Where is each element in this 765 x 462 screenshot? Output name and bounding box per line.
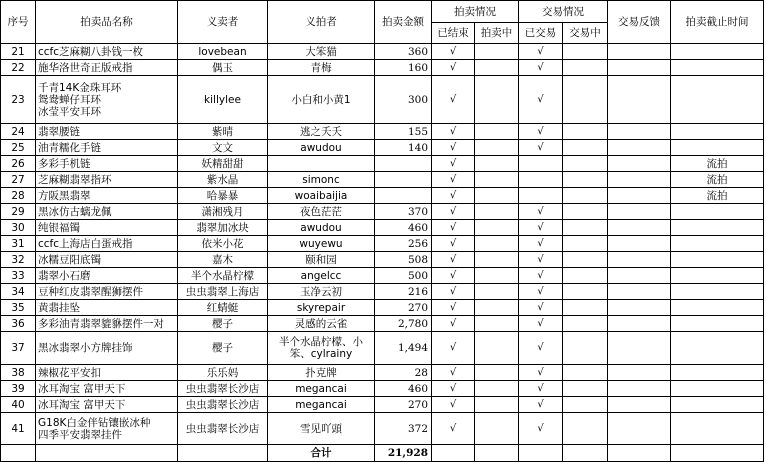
header-in-auction: 拍卖中 bbox=[475, 23, 519, 44]
header-item: 拍卖品名称 bbox=[36, 1, 178, 44]
cell-ended: √ bbox=[432, 413, 475, 445]
table-row bbox=[1, 332, 764, 365]
cell-item: 冰耳淘宝 富甲天下 bbox=[36, 397, 178, 413]
cell-item: 方阪黑翡翠 bbox=[36, 188, 178, 204]
cell-trading bbox=[563, 252, 608, 268]
cell-seller: 虫虫翡翠上海店 bbox=[178, 284, 268, 300]
cell-seq: 39 bbox=[1, 381, 36, 397]
cell-item: 冰糯豆阳底镯 bbox=[36, 252, 178, 268]
header-amount: 拍卖金额 bbox=[375, 1, 432, 44]
cell-ended: √ bbox=[432, 76, 475, 124]
cell-bidder: 灵感的云雀 bbox=[268, 316, 375, 332]
header-seller: 义卖者 bbox=[178, 1, 268, 44]
table-row bbox=[1, 252, 764, 268]
table-row bbox=[1, 365, 764, 381]
cell-amount: 270 bbox=[375, 397, 432, 413]
cell-amount bbox=[375, 188, 432, 204]
cell-feedback bbox=[608, 220, 671, 236]
cell-bidder: awudou bbox=[268, 140, 375, 156]
cell-item: ccfc芝麻糊八卦钱一枚 bbox=[36, 44, 178, 60]
cell-seller: 妖精甜甜 bbox=[178, 156, 268, 172]
cell-ended: √ bbox=[432, 44, 475, 60]
cell-item: 千青14K金珠耳环 鸳鸯蝉仔耳环 冰莹平安耳环 bbox=[36, 76, 178, 124]
cell-in-auction bbox=[475, 124, 519, 140]
cell-deadline bbox=[671, 236, 764, 252]
total-label: 合计 bbox=[268, 445, 375, 462]
cell-item: 辣椒花平安扣 bbox=[36, 365, 178, 381]
total-empty bbox=[36, 445, 178, 462]
cell-ended: √ bbox=[432, 156, 475, 172]
cell-deadline bbox=[671, 204, 764, 220]
cell-bidder: wuyewu bbox=[268, 236, 375, 252]
cell-in-auction bbox=[475, 300, 519, 316]
cell-seq: 41 bbox=[1, 413, 36, 445]
cell-bidder: 小白和小黄1 bbox=[268, 76, 375, 124]
cell-amount: 500 bbox=[375, 268, 432, 284]
cell-seller: 偶玉 bbox=[178, 60, 268, 76]
cell-seq: 29 bbox=[1, 204, 36, 220]
cell-ended: √ bbox=[432, 140, 475, 156]
cell-traded: √ bbox=[519, 60, 563, 76]
cell-ended: √ bbox=[432, 284, 475, 300]
cell-amount: 256 bbox=[375, 236, 432, 252]
cell-traded: √ bbox=[519, 332, 563, 365]
cell-bidder bbox=[268, 156, 375, 172]
table-row bbox=[1, 204, 764, 220]
cell-seller: 依米小花 bbox=[178, 236, 268, 252]
cell-item: G18K白金伴钻镶嵌冰种 四季平安翡翠挂件 bbox=[36, 413, 178, 445]
cell-seq: 33 bbox=[1, 268, 36, 284]
cell-ended: √ bbox=[432, 268, 475, 284]
cell-bidder: 颐和园 bbox=[268, 252, 375, 268]
table-body bbox=[1, 44, 764, 445]
cell-trading bbox=[563, 124, 608, 140]
cell-seller: 樱子 bbox=[178, 316, 268, 332]
cell-trading bbox=[563, 60, 608, 76]
cell-trading bbox=[563, 156, 608, 172]
cell-seq: 25 bbox=[1, 140, 36, 156]
cell-traded bbox=[519, 188, 563, 204]
cell-trading bbox=[563, 204, 608, 220]
header-traded: 已交易 bbox=[519, 23, 563, 44]
header-trading: 交易中 bbox=[563, 23, 608, 44]
table-row bbox=[1, 316, 764, 332]
cell-deadline bbox=[671, 252, 764, 268]
cell-traded: √ bbox=[519, 397, 563, 413]
cell-trading bbox=[563, 188, 608, 204]
cell-in-auction bbox=[475, 204, 519, 220]
cell-item: 施华洛世奇正版戒指 bbox=[36, 60, 178, 76]
cell-traded: √ bbox=[519, 124, 563, 140]
cell-amount: 508 bbox=[375, 252, 432, 268]
cell-ended: √ bbox=[432, 332, 475, 365]
cell-bidder: megancai bbox=[268, 381, 375, 397]
cell-ended: √ bbox=[432, 60, 475, 76]
cell-feedback bbox=[608, 60, 671, 76]
cell-seq: 31 bbox=[1, 236, 36, 252]
cell-amount: 160 bbox=[375, 60, 432, 76]
table-row bbox=[1, 381, 764, 397]
cell-traded: √ bbox=[519, 413, 563, 445]
cell-in-auction bbox=[475, 172, 519, 188]
cell-deadline bbox=[671, 140, 764, 156]
cell-seq: 30 bbox=[1, 220, 36, 236]
cell-trading bbox=[563, 397, 608, 413]
cell-trading bbox=[563, 413, 608, 445]
table-row bbox=[1, 284, 764, 300]
cell-bidder: 半个水晶柠檬、小 笨、cylrainy bbox=[268, 332, 375, 365]
header-feedback: 交易反馈 bbox=[608, 1, 671, 44]
cell-in-auction bbox=[475, 413, 519, 445]
cell-bidder: 玉净云初 bbox=[268, 284, 375, 300]
cell-amount: 300 bbox=[375, 76, 432, 124]
cell-amount bbox=[375, 156, 432, 172]
cell-seq: 40 bbox=[1, 397, 36, 413]
cell-seller: 文文 bbox=[178, 140, 268, 156]
cell-seq: 35 bbox=[1, 300, 36, 316]
cell-trading bbox=[563, 220, 608, 236]
cell-deadline bbox=[671, 124, 764, 140]
cell-traded: √ bbox=[519, 140, 563, 156]
cell-item: 翡翠小石磨 bbox=[36, 268, 178, 284]
cell-deadline bbox=[671, 300, 764, 316]
cell-in-auction bbox=[475, 44, 519, 60]
cell-in-auction bbox=[475, 381, 519, 397]
cell-feedback bbox=[608, 140, 671, 156]
total-empty bbox=[671, 445, 764, 462]
cell-feedback bbox=[608, 188, 671, 204]
cell-traded bbox=[519, 156, 563, 172]
cell-seq: 34 bbox=[1, 284, 36, 300]
cell-bidder: 夜色茫茫 bbox=[268, 204, 375, 220]
cell-ended: √ bbox=[432, 365, 475, 381]
cell-seller: 紫晴 bbox=[178, 124, 268, 140]
cell-bidder: skyrepair bbox=[268, 300, 375, 316]
cell-feedback bbox=[608, 413, 671, 445]
cell-item: 豆种红皮翡翠醒狮摆件 bbox=[36, 284, 178, 300]
cell-amount bbox=[375, 172, 432, 188]
cell-feedback bbox=[608, 252, 671, 268]
cell-trading bbox=[563, 332, 608, 365]
total-empty bbox=[1, 445, 36, 462]
cell-seller: 哈暴暴 bbox=[178, 188, 268, 204]
cell-ended: √ bbox=[432, 381, 475, 397]
cell-in-auction bbox=[475, 188, 519, 204]
cell-feedback bbox=[608, 316, 671, 332]
cell-bidder: 逃之夭夭 bbox=[268, 124, 375, 140]
cell-trading bbox=[563, 236, 608, 252]
cell-traded: √ bbox=[519, 76, 563, 124]
cell-deadline bbox=[671, 316, 764, 332]
cell-feedback bbox=[608, 381, 671, 397]
cell-item: 芝麻糊翡翠指环 bbox=[36, 172, 178, 188]
cell-in-auction bbox=[475, 236, 519, 252]
table-row bbox=[1, 124, 764, 140]
table-row bbox=[1, 60, 764, 76]
cell-seq: 26 bbox=[1, 156, 36, 172]
cell-seq: 28 bbox=[1, 188, 36, 204]
cell-in-auction bbox=[475, 268, 519, 284]
cell-ended: √ bbox=[432, 204, 475, 220]
cell-item: 多彩手机链 bbox=[36, 156, 178, 172]
cell-trading bbox=[563, 316, 608, 332]
cell-seller: 樱子 bbox=[178, 332, 268, 365]
cell-feedback bbox=[608, 365, 671, 381]
cell-bidder: 雪见吖頭 bbox=[268, 413, 375, 445]
cell-item: 多彩油青翡翠貔貅摆件一对 bbox=[36, 316, 178, 332]
cell-amount: 372 bbox=[375, 413, 432, 445]
cell-in-auction bbox=[475, 220, 519, 236]
cell-seq: 22 bbox=[1, 60, 36, 76]
cell-deadline: 流拍 bbox=[671, 156, 764, 172]
cell-traded: √ bbox=[519, 381, 563, 397]
cell-bidder: megancai bbox=[268, 397, 375, 413]
cell-in-auction bbox=[475, 397, 519, 413]
cell-traded: √ bbox=[519, 220, 563, 236]
cell-deadline bbox=[671, 284, 764, 300]
cell-bidder: 大笨猫 bbox=[268, 44, 375, 60]
cell-amount: 360 bbox=[375, 44, 432, 60]
cell-feedback bbox=[608, 204, 671, 220]
table-row bbox=[1, 268, 764, 284]
cell-trading bbox=[563, 268, 608, 284]
cell-in-auction bbox=[475, 76, 519, 124]
cell-feedback bbox=[608, 268, 671, 284]
cell-bidder: 青梅 bbox=[268, 60, 375, 76]
cell-deadline bbox=[671, 60, 764, 76]
cell-seq: 24 bbox=[1, 124, 36, 140]
cell-feedback bbox=[608, 124, 671, 140]
cell-traded: √ bbox=[519, 44, 563, 60]
cell-item: 黑冰翡翠小方牌挂饰 bbox=[36, 332, 178, 365]
cell-ended: √ bbox=[432, 172, 475, 188]
cell-seq: 38 bbox=[1, 365, 36, 381]
cell-deadline: 流拍 bbox=[671, 188, 764, 204]
table-row bbox=[1, 188, 764, 204]
cell-seq: 21 bbox=[1, 44, 36, 60]
table-row bbox=[1, 300, 764, 316]
cell-ended: √ bbox=[432, 300, 475, 316]
cell-trading bbox=[563, 381, 608, 397]
cell-seller: 紫水晶 bbox=[178, 172, 268, 188]
cell-traded: √ bbox=[519, 268, 563, 284]
cell-trading bbox=[563, 44, 608, 60]
cell-bidder: 扑克牌 bbox=[268, 365, 375, 381]
cell-bidder: simonc bbox=[268, 172, 375, 188]
cell-bidder: woaibaijia bbox=[268, 188, 375, 204]
cell-seller: 半个水晶柠檬 bbox=[178, 268, 268, 284]
header-bidder: 义拍者 bbox=[268, 1, 375, 44]
cell-in-auction bbox=[475, 140, 519, 156]
cell-item: 冰耳淘宝 富甲天下 bbox=[36, 381, 178, 397]
cell-deadline bbox=[671, 268, 764, 284]
header-trade-status: 交易情况 bbox=[519, 1, 608, 23]
cell-amount: 155 bbox=[375, 124, 432, 140]
cell-feedback bbox=[608, 397, 671, 413]
cell-item: ccfc上海店白蛋戒指 bbox=[36, 236, 178, 252]
cell-deadline bbox=[671, 365, 764, 381]
cell-deadline: 流拍 bbox=[671, 172, 764, 188]
cell-ended: √ bbox=[432, 220, 475, 236]
cell-deadline bbox=[671, 381, 764, 397]
cell-traded: √ bbox=[519, 204, 563, 220]
total-empty bbox=[563, 445, 608, 462]
cell-trading bbox=[563, 172, 608, 188]
cell-ended: √ bbox=[432, 124, 475, 140]
cell-ended: √ bbox=[432, 236, 475, 252]
total-empty bbox=[519, 445, 563, 462]
cell-bidder: awudou bbox=[268, 220, 375, 236]
cell-seq: 23 bbox=[1, 76, 36, 124]
cell-in-auction bbox=[475, 365, 519, 381]
table-row bbox=[1, 140, 764, 156]
table-row bbox=[1, 397, 764, 413]
cell-deadline bbox=[671, 76, 764, 124]
cell-in-auction bbox=[475, 332, 519, 365]
cell-feedback bbox=[608, 236, 671, 252]
header-deadline: 拍卖截止时间 bbox=[671, 1, 764, 44]
cell-trading bbox=[563, 140, 608, 156]
cell-seller: 红蜻蜓 bbox=[178, 300, 268, 316]
cell-in-auction bbox=[475, 252, 519, 268]
cell-traded: √ bbox=[519, 252, 563, 268]
cell-item: 黄翡挂坠 bbox=[36, 300, 178, 316]
cell-trading bbox=[563, 284, 608, 300]
cell-ended: √ bbox=[432, 316, 475, 332]
cell-in-auction bbox=[475, 284, 519, 300]
total-empty bbox=[475, 445, 519, 462]
cell-ended: √ bbox=[432, 252, 475, 268]
cell-seller: 嘉木 bbox=[178, 252, 268, 268]
cell-feedback bbox=[608, 300, 671, 316]
cell-feedback bbox=[608, 332, 671, 365]
cell-deadline bbox=[671, 397, 764, 413]
cell-amount: 460 bbox=[375, 220, 432, 236]
cell-traded: √ bbox=[519, 316, 563, 332]
cell-deadline bbox=[671, 413, 764, 445]
cell-seller: killylee bbox=[178, 76, 268, 124]
total-row bbox=[1, 445, 764, 462]
cell-item: 纯银福镯 bbox=[36, 220, 178, 236]
cell-amount: 216 bbox=[375, 284, 432, 300]
cell-feedback bbox=[608, 172, 671, 188]
table-row bbox=[1, 156, 764, 172]
cell-item: 翡翠腰链 bbox=[36, 124, 178, 140]
cell-feedback bbox=[608, 284, 671, 300]
cell-feedback bbox=[608, 76, 671, 124]
cell-item: 油青糯化手链 bbox=[36, 140, 178, 156]
cell-trading bbox=[563, 76, 608, 124]
cell-feedback bbox=[608, 156, 671, 172]
cell-seller: 虫虫翡翠长沙店 bbox=[178, 413, 268, 445]
cell-deadline bbox=[671, 220, 764, 236]
cell-traded bbox=[519, 172, 563, 188]
cell-deadline bbox=[671, 332, 764, 365]
total-empty bbox=[178, 445, 268, 462]
cell-in-auction bbox=[475, 156, 519, 172]
cell-in-auction bbox=[475, 60, 519, 76]
total-empty bbox=[432, 445, 475, 462]
cell-trading bbox=[563, 365, 608, 381]
cell-deadline bbox=[671, 44, 764, 60]
cell-in-auction bbox=[475, 316, 519, 332]
cell-item: 黑冰仿古螭龙佩 bbox=[36, 204, 178, 220]
cell-seller: 翡翠加冰块 bbox=[178, 220, 268, 236]
table-row bbox=[1, 220, 764, 236]
cell-bidder: angelcc bbox=[268, 268, 375, 284]
cell-seq: 36 bbox=[1, 316, 36, 332]
total-empty bbox=[608, 445, 671, 462]
cell-feedback bbox=[608, 44, 671, 60]
cell-amount: 140 bbox=[375, 140, 432, 156]
cell-amount: 1,494 bbox=[375, 332, 432, 365]
cell-amount: 28 bbox=[375, 365, 432, 381]
cell-amount: 2,780 bbox=[375, 316, 432, 332]
cell-seq: 27 bbox=[1, 172, 36, 188]
cell-amount: 370 bbox=[375, 204, 432, 220]
cell-amount: 270 bbox=[375, 300, 432, 316]
cell-seller: 潇湘残月 bbox=[178, 204, 268, 220]
cell-trading bbox=[563, 300, 608, 316]
header-ended: 已结束 bbox=[432, 23, 475, 44]
table-row bbox=[1, 76, 764, 124]
cell-seq: 32 bbox=[1, 252, 36, 268]
table-row bbox=[1, 44, 764, 60]
table-row bbox=[1, 413, 764, 445]
header-auction-status: 拍卖情况 bbox=[432, 1, 519, 23]
cell-seller: 虫虫翡翠长沙店 bbox=[178, 381, 268, 397]
header-seq: 序号 bbox=[1, 1, 36, 44]
total-amount: 21,928 bbox=[375, 445, 432, 462]
cell-traded: √ bbox=[519, 236, 563, 252]
cell-traded: √ bbox=[519, 284, 563, 300]
cell-amount: 460 bbox=[375, 381, 432, 397]
cell-seller: 虫虫翡翠长沙店 bbox=[178, 397, 268, 413]
cell-traded: √ bbox=[519, 300, 563, 316]
cell-ended: √ bbox=[432, 397, 475, 413]
cell-traded: √ bbox=[519, 365, 563, 381]
table-row bbox=[1, 172, 764, 188]
table-row bbox=[1, 236, 764, 252]
cell-ended: √ bbox=[432, 188, 475, 204]
cell-seq: 37 bbox=[1, 332, 36, 365]
cell-seller: lovebean bbox=[178, 44, 268, 60]
cell-seller: 乐乐妈 bbox=[178, 365, 268, 381]
